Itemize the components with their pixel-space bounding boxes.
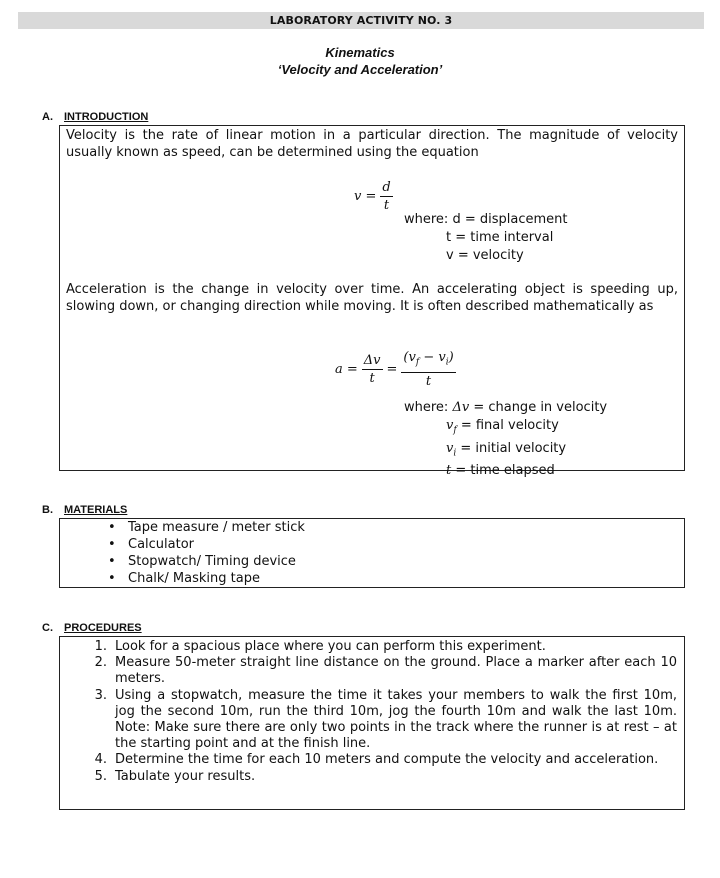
where1-line: v = velocity — [446, 248, 524, 263]
where1-line: where: d = displacement — [404, 212, 568, 227]
step-text: Tabulate your results. — [115, 768, 256, 784]
where2-text: = final velocity — [456, 418, 559, 433]
velocity-paragraph: Velocity is the rate of linear motion in a particular direction. The magnitude of velocity usually known as speed, can be determined using the equation — [66, 128, 678, 160]
eq2-lhs: a = — [335, 361, 358, 377]
where2-symbol: Δv — [452, 400, 470, 415]
where2-text: = time elapsed — [451, 463, 555, 479]
lab-activity-banner: LABORATORY ACTIVITY NO. 3 — [18, 12, 704, 29]
section-name: MATERIALS — [64, 504, 128, 516]
section-name: INTRODUCTION — [64, 111, 149, 123]
list-item: • Tape measure / meter stick — [108, 519, 684, 536]
page-subtitle: ‘Velocity and Acceleration’ — [277, 62, 443, 77]
eq1-lhs: v = — [354, 189, 377, 204]
step-number: 1. — [94, 639, 107, 654]
list-item — [60, 639, 684, 655]
title-block — [0, 44, 720, 78]
section-name: PROCEDURES — [64, 622, 142, 634]
section-letter: C. — [42, 622, 53, 634]
eq2-fraction-2 — [401, 350, 455, 389]
eq2-denominator-2: t — [425, 373, 432, 389]
where2-prefix: where: — [404, 400, 449, 415]
step-number: 4. — [94, 752, 107, 768]
step-text: Measure 50-meter straight line distance on the ground. Place a marker after each 10 meters. — [115, 655, 677, 687]
section-c-heading — [42, 622, 142, 634]
section-letter: B. — [42, 504, 53, 516]
eq2-numerator-1: Δv — [363, 352, 381, 368]
where2-line — [404, 417, 607, 440]
step-text: Using a stopwatch, measure the time it takes your members to walk the first 10m, jog the second 10m, run the third 10m, jog the fourth 10m and walk the last 10m. Note: Make sure there are only two points in the track where the runner is at rest – at the starting point and at the finish line. — [115, 687, 677, 752]
list-item: • Chalk/ Masking tape — [108, 570, 684, 587]
materials-list — [60, 519, 684, 587]
eq1-denominator: t — [383, 198, 390, 213]
where-block-2 — [404, 399, 607, 480]
eq1-fraction — [380, 180, 392, 213]
section-letter: A. — [42, 111, 53, 123]
list-item — [60, 752, 684, 768]
section-b-heading — [42, 504, 127, 516]
page-title: Kinematics — [325, 45, 395, 60]
procedures-list — [60, 639, 684, 785]
where2-line — [404, 399, 607, 417]
list-item: • Stopwatch/ Timing device — [108, 553, 684, 570]
where2-text: = initial velocity — [456, 440, 567, 456]
acceleration-paragraph: Acceleration is the change in velocity over time. An accelerating object is speeding up, slowing down, or changing direction while moving. It is often described mathematically as — [66, 282, 678, 314]
where2-symbol: t — [446, 463, 452, 479]
eq1-numerator: d — [382, 180, 391, 195]
acceleration-equation — [335, 350, 456, 389]
eq2-equals: = — [386, 361, 398, 377]
where2-subscript: i — [453, 448, 457, 459]
step-text: Determine the time for each 10 meters and compute the velocity and acceleration. — [115, 752, 659, 768]
where2-line — [404, 440, 607, 463]
eq2-numerator-2: $(v_f - v_i)$ — [401, 350, 455, 373]
step-text: Look for a spacious place where you can perform this experiment. — [115, 639, 546, 654]
list-item — [60, 655, 684, 687]
step-number: 5. — [94, 768, 107, 784]
list-item — [60, 769, 684, 785]
where2-text: = change in velocity — [469, 400, 608, 415]
list-item: • Calculator — [108, 536, 684, 553]
section-a-heading — [42, 111, 148, 123]
where2-symbol: v — [446, 418, 454, 433]
introduction-box — [59, 125, 685, 479]
materials-box — [59, 518, 685, 588]
procedures-box — [59, 636, 685, 810]
where-block-1 — [404, 211, 567, 265]
where2-line — [404, 462, 607, 480]
eq2-fraction-1 — [362, 353, 383, 386]
step-number: 3. — [94, 687, 107, 703]
list-item — [60, 688, 684, 753]
eq2-denominator-1: t — [369, 370, 375, 386]
where2-subscript: f — [453, 425, 457, 436]
velocity-equation — [354, 180, 393, 213]
where2-symbol: v — [446, 440, 454, 456]
step-number: 2. — [94, 655, 107, 671]
where1-line: t = time interval — [446, 230, 554, 245]
